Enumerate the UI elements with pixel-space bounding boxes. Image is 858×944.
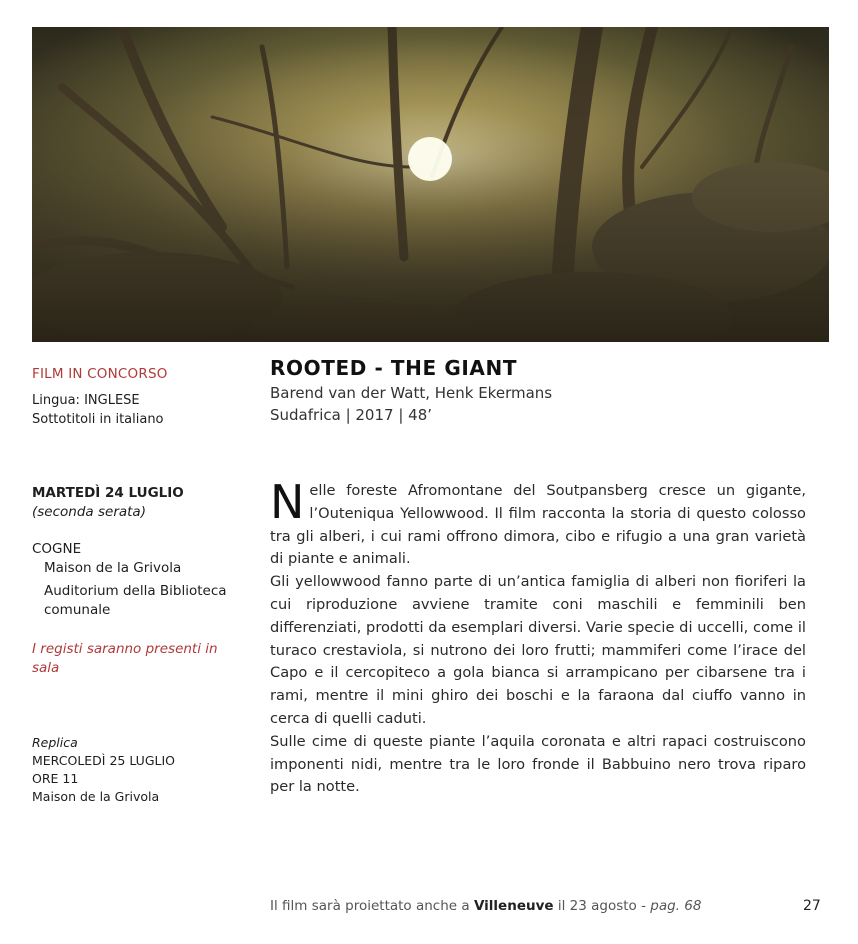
film-category: FILM IN CONCORSO [32,366,168,382]
venue-auditorium: Auditorium della Biblioteca comunale [44,583,227,618]
film-still-photo [32,27,829,342]
screening-venue [32,540,252,620]
drop-cap: N [270,475,305,529]
film-synopsis [270,475,806,799]
screening-day: MARTEDÌ 24 LUGLIO [32,485,184,501]
replica-venue: Maison de la Grivola [32,789,160,804]
film-title: ROOTED - THE GIANT [270,356,518,380]
screening-slot: (seconda serata) [32,504,146,520]
language-info [32,391,252,429]
synopsis-paragraph-3: Sulle cime di queste piante l’aquila coronata e altri rapaci costruiscono imponenti nidi, mentre tra le loro fronde il Babbuino nero trova riparo per la notte. [270,732,806,796]
venue-town: COGNE [32,541,82,557]
film-directors: Barend van der Watt, Henk Ekermans [270,384,553,402]
footer-place: Villeneuve [473,898,554,914]
replica-info [32,734,252,806]
film-credits [270,382,552,426]
page-number: 27 [803,898,821,914]
footer-pre: Il film sarà proiettato anche a [270,898,474,914]
synopsis-paragraph-1 [270,475,806,571]
screening-date [32,484,252,522]
language-label: Lingua: INGLESE [32,393,140,408]
directors-present-note: I registi saranno presenti in sala [32,641,218,676]
venue-maison: Maison de la Grivola [44,560,182,576]
replica-time: ORE 11 [32,771,79,786]
replica-date: MERCOLEDÌ 25 LUGLIO [32,753,176,768]
synopsis-text-1: elle foreste Afromontane del Soutpansberg cresce un gigante, l’Outeniqua Yellowwood. Il film racconta la storia di questo colosso tra gli alberi, i cui rami offrono dimora, cibo e rifugio a una gran varietà di piante e animali. [270,482,806,568]
film-country-year-duration: Sudafrica | 2017 | 48’ [270,406,433,424]
replica-label: Replica [32,735,78,750]
footer-page-ref: pag. 68 [650,898,702,914]
footer-note [270,898,701,914]
subtitles-label: Sottotitoli in italiano [32,412,164,427]
footer-mid: il 23 agosto - [553,898,651,914]
synopsis-paragraph-2: Gli yellowwood fanno parte di un’antica famiglia di alberi non fioriferi la cui riproduzione avviene tramite coni maschili e femminili ben differenziati, prodotti da esemplari diversi. Varie specie di uccelli, come il turaco crestaviola, si nutrono dei loro frutti; mammiferi come l’irace del Capo e il cercopiteco a gola bianca si arrampicano per cibarsene tra i rami, mentre il mini ghiro dei boschi e la faraona dal ciuffo vanno in cerca di quelli caduti. [270,573,806,727]
